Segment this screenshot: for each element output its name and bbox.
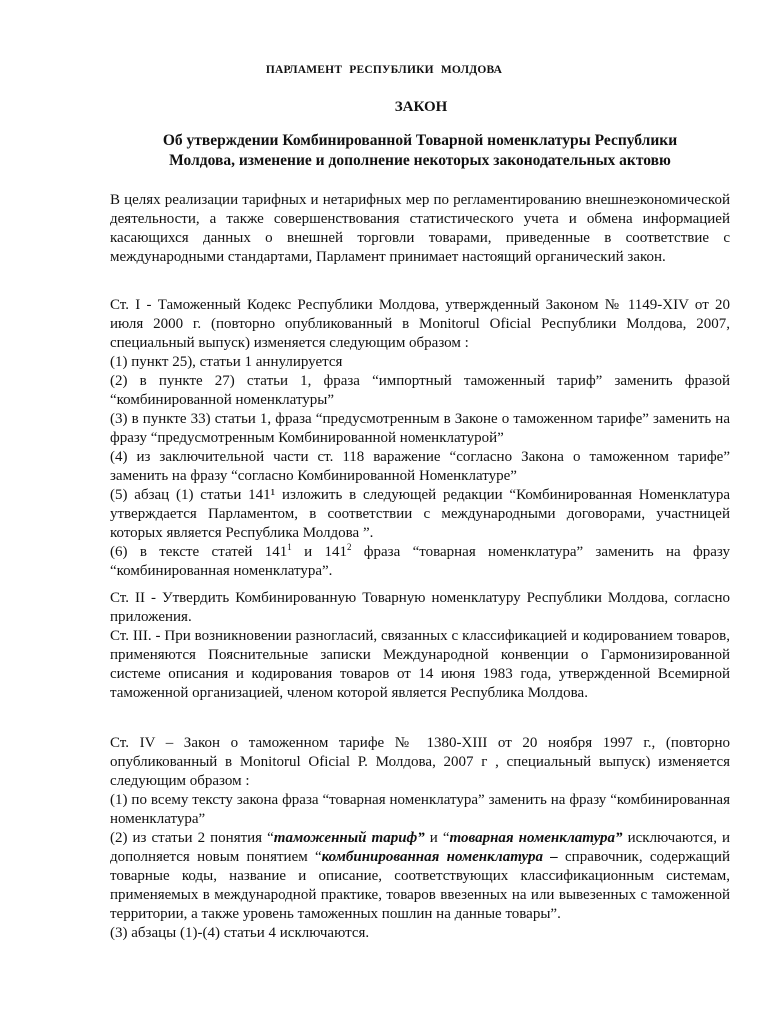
article-4-point-3: (3) абзацы (1)-(4) статьи 4 исключаются. (110, 925, 370, 941)
article-3-paragraph: Ст. III. - При возникновении разногласий, связанных с классификацией и кодированием товаров, применяются Пояснительные записки Международной конвенции о Гармонизированной системе описания и кодирования товаров от 14 июня 1983 года, утвержденной Всемирной таможенной организацией, членом которой является Республика Молдова. (110, 628, 730, 701)
point-6-text-a: (6) в тексте статей 141 (110, 544, 288, 560)
article-4-section (110, 734, 730, 943)
law-title-line-1: Об утверждении Комбинированной Товарной номенклатуры Республики (162, 132, 678, 149)
law-title (100, 131, 740, 171)
article-2-paragraph: Ст. II - Утвердить Комбинированную Товарную номенклатуру Республики Молдова, согласно приложения. (110, 590, 730, 625)
parliament-header: ПАРЛАМЕНТ РЕСПУБЛИКИ МОЛДОВА (265, 64, 503, 76)
point-2-text-a: (2) из статьи 2 понятия “ (110, 830, 274, 846)
article-4-point-1: (1) по всему тексту закона фраза “товарная номенклатура” заменить на фразу “комбинированная номенклатура” (110, 792, 730, 827)
term-customs-tariff: таможенный тариф” (273, 830, 425, 846)
article-1-point-2: (2) в пункте 27) статьи 1, фраза “импортный таможенный тариф” заменить фразой “комбинированной номенклатуры” (110, 373, 730, 408)
point-6-text-b: и 141 (291, 544, 347, 560)
article-1-point-5: (5) абзац (1) статьи 141¹ изложить в следующей редакции “Комбинированная Номенклатура утверждается Парламентом, в соответствии с международными договорами, участницей которых является Республика Молдова ”. (110, 487, 730, 541)
point-6-text-c: фраза “товарная номенклатура” заменить на фразу “комбинированная номенклатура”. (110, 544, 731, 579)
superscript-2: 2 (346, 542, 352, 552)
article-2-3-section (110, 589, 730, 703)
point-2-text-e: исключаются, и дополняется новым понятием “ (110, 830, 730, 865)
article-1-section (110, 296, 730, 581)
preamble-section (110, 191, 730, 267)
term-goods-nomenclature: товарная номенклатура” (449, 830, 623, 846)
point-2-text-g: справочник, содержащий товарные коды, название и описание, соответствующих классификационным системам, применяемых в международной практике, товаров ввезенных на или вывезенных с таможенной территории, а также уровень таможенных пошлин на данные товары”. (110, 849, 730, 922)
law-title-line-2: Молдова, изменение и дополнение некоторых законодательных актовю (169, 152, 671, 169)
law-heading: ЗАКОН (394, 99, 448, 115)
article-1-point-1: (1) пункт 25), статьи 1 аннулируется (110, 354, 343, 370)
article-1-point-4: (4) из заключительной части ст. 118 варажение “согласно Закона о таможенном тарифе” заменить на фразу “согласно Комбинированной Номенклатуре” (110, 449, 730, 484)
article-1-point-6 (110, 543, 730, 581)
superscript-1: 1 (287, 542, 292, 552)
preamble-paragraph: В целях реализации тарифных и нетарифных мер по регламентированию внешнеэкономической деятельности, а также совершенствования статистического учета и обмена информацией касающихся данных о внешней торговли товарами, приведенные в соответствие с международными стандартами, Парламент принимает настоящий органический закон. (110, 192, 730, 265)
article-1-intro: Ст. I - Таможенный Кодекс Республики Молдова, утвержденный Законом № 1149-XIV от 20 июля 2000 г. (повторно опубликованный в Monitorul Oficial Республики Молдова, 2007, специальный выпуск) изменяется следующим образом : (110, 297, 730, 351)
point-2-text-c: и “ (424, 830, 450, 846)
term-combined-nomenclature: комбинированная номенклатура – (321, 849, 558, 865)
article-4-intro: Ст. IV – Закон о таможенном тарифе № 1380-XIII от 20 ноября 1997 г., (повторно опубликованный в Monitorul Oficial Р. Молдова, 2007 г , специальный выпуск) изменяется следующим образом : (110, 735, 730, 789)
article-4-point-2 (110, 829, 730, 924)
article-1-point-3: (3) в пункте 33) статьи 1, фраза “предусмотренным в Законе о таможенном тарифе” заменить на фразу “предусмотренным Комбинированной номенклатурой” (110, 411, 730, 446)
